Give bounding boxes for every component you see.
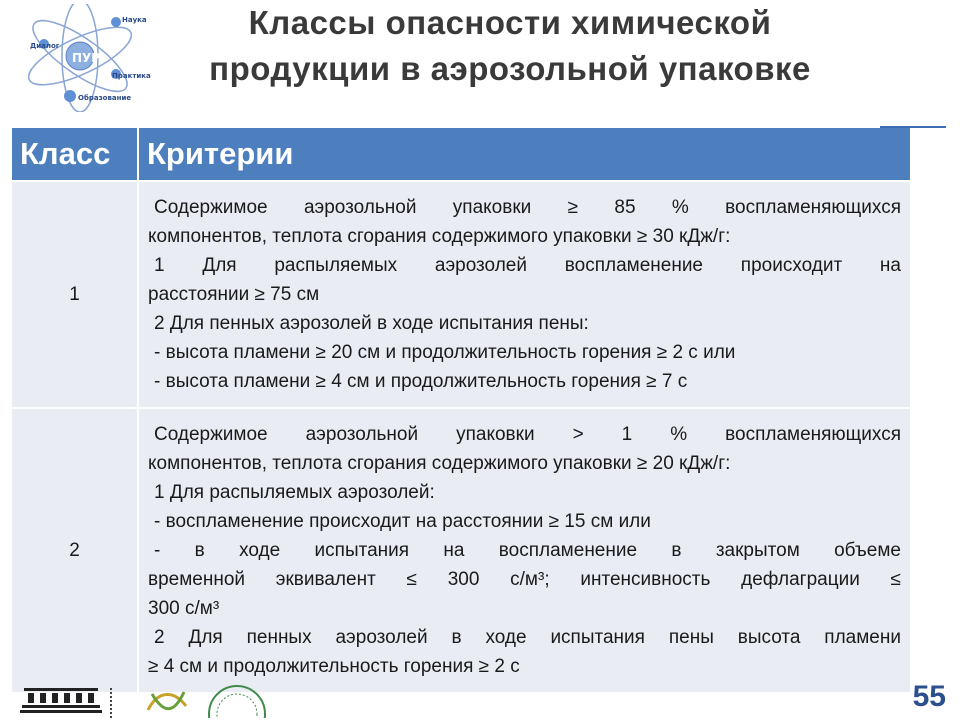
- logo-label-dialog: Диалог: [30, 42, 60, 50]
- criteria-line: расстоянии ≥ 75 см: [148, 284, 320, 305]
- criteria-line: 2 Для пенных аэрозолей в ходе испытания пены высота пламени: [154, 627, 901, 648]
- header-class: Класс: [12, 128, 138, 181]
- round-seal-icon: [204, 684, 270, 718]
- criteria-line: временной эквивалент ≤ 300 с/м³; интенсивность дефлаграции ≤: [148, 569, 901, 590]
- criteria-line: 1 Для распыляемых аэрозолей:: [154, 482, 435, 503]
- table-header-row: [12, 128, 910, 181]
- unesco-temple-icon: [20, 686, 102, 716]
- hazard-class-table: [12, 128, 910, 692]
- leaf-emblem-icon: [144, 686, 190, 716]
- table-row: [12, 408, 910, 692]
- criteria-line: - в ходе испытания на воспламенение в закрытом объеме: [154, 540, 901, 561]
- criteria-cell: [138, 408, 910, 692]
- logo-label-science: Наука: [122, 16, 147, 24]
- slide-title: Классы опасности химической продукции в аэрозольной упаковке: [209, 4, 811, 87]
- criteria-line: - высота пламени ≥ 20 см и продолжительность горения ≥ 2 с или: [154, 342, 736, 363]
- page-number: 55: [912, 680, 946, 713]
- class-cell: 2: [12, 408, 138, 692]
- organization-logo: [18, 4, 158, 112]
- logo-label-education: Образование: [78, 94, 132, 102]
- criteria-line: - высота пламени ≥ 4 см и продолжительность горения ≥ 7 с: [154, 371, 688, 392]
- logo-center-text: ПУР: [72, 51, 101, 65]
- table-row: [12, 181, 910, 408]
- criteria-line: ≥ 4 см и продолжительность горения ≥ 2 с: [148, 656, 520, 677]
- class-cell: 1: [12, 181, 138, 408]
- criteria-line: компонентов, теплота сгорания содержимого упаковки ≥ 20 кДж/г:: [148, 453, 731, 474]
- criteria-line: 1 Для распыляемых аэрозолей воспламенение происходит на: [154, 255, 901, 276]
- logo-separator: [110, 688, 116, 718]
- criteria-line: 2 Для пенных аэрозолей в ходе испытания пены:: [154, 313, 589, 334]
- criteria-line: Содержимое аэрозольной упаковки ≥ 85 % воспламеняющихся: [154, 197, 901, 218]
- header-criteria: Критерии: [138, 128, 910, 181]
- logo-label-practice: Практика: [112, 72, 151, 80]
- criteria-cell: [138, 181, 910, 408]
- criteria-line: компонентов, теплота сгорания содержимого упаковки ≥ 30 кДж/г:: [148, 226, 731, 247]
- unesco-logo: [20, 686, 102, 716]
- criteria-line: 300 с/м³: [148, 598, 220, 619]
- criteria-line: - воспламенение происходит на расстоянии ≥ 15 см или: [154, 511, 651, 532]
- partner-logo-1: [144, 686, 190, 716]
- criteria-line: Содержимое аэрозольной упаковки > 1 % воспламеняющихся: [154, 424, 901, 445]
- partner-logo-2: [204, 684, 270, 718]
